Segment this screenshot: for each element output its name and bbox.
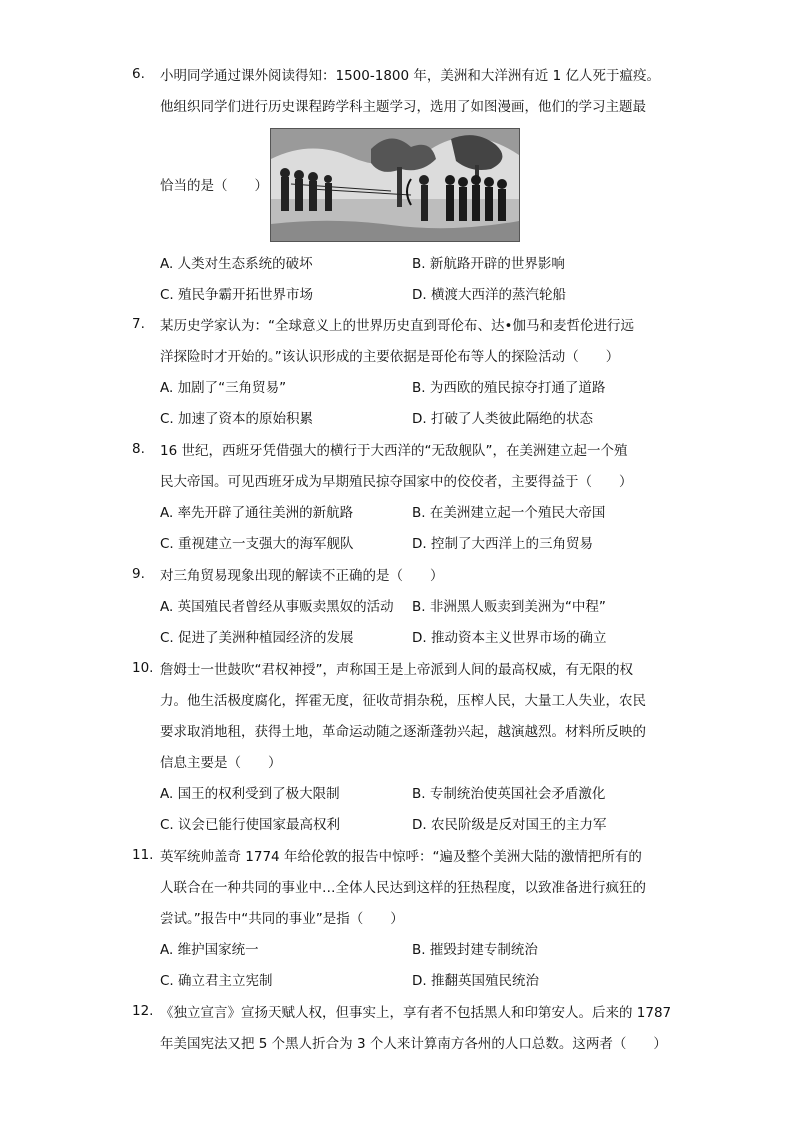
- question-number: 6.: [132, 66, 145, 82]
- question-text-line: 詹姆士一世鼓吹“君权神授”，声称国王是上帝派到人间的最高权威，有无限的权: [160, 662, 633, 678]
- question-text-line: 力。他生活极度腐化，挥霍无度，征收苛捐杂税，压榨人民，大量工人失业，农民: [160, 693, 646, 709]
- option-a: A. 英国殖民者曾经从事贩卖黑奴的活动: [160, 599, 394, 615]
- option-d: D. 推翻英国殖民统治: [412, 973, 539, 989]
- question-text-line: 16 世纪，西班牙凭借强大的横行于大西洋的“无敌舰队”，在美洲建立起一个殖: [160, 443, 628, 459]
- option-a: A. 加剧了“三角贸易”: [160, 380, 287, 396]
- question-text-line: 年美国宪法又把 5 个黑人折合为 3 个人来计算南方各州的人口总数。这两者（ ）: [160, 1036, 667, 1052]
- question-text-line: 《独立宣言》宣扬天赋人权，但事实上，享有者不包括黑人和印第安人。后来的 1787: [160, 1005, 672, 1021]
- question-text-line: 要求取消地租，获得土地，革命运动随之逐渐蓬勃兴起，越演越烈。材料所反映的: [160, 724, 646, 740]
- question-text-line: 他组织同学们进行历史课程跨学科主题学习，选用了如图漫画，他们的学习主题最: [160, 99, 646, 115]
- option-b: B. 非洲黑人贩卖到美洲为“中程”: [412, 599, 606, 615]
- question-text-line: 恰当的是（ ）: [160, 178, 268, 194]
- question-text-line: 某历史学家认为：“全球意义上的世界历史直到哥伦布、达•伽马和麦哲伦进行远: [160, 318, 634, 334]
- option-a: A. 率先开辟了通往美洲的新航路: [160, 505, 354, 521]
- colonial-cartoon-illustration: [270, 128, 520, 242]
- option-b: B. 专制统治使英国社会矛盾激化: [412, 786, 606, 802]
- question-text-line: 民大帝国。可见西班牙成为早期殖民掠夺国家中的佼佼者，主要得益于（ ）: [160, 474, 633, 490]
- option-a: A. 国王的权利受到了极大限制: [160, 786, 340, 802]
- option-b: B. 摧毁封建专制统治: [412, 942, 538, 958]
- option-c: C. 议会已能行使国家最高权利: [160, 817, 341, 833]
- question-number: 11.: [132, 847, 154, 863]
- option-b: B. 新航路开辟的世界影响: [412, 256, 565, 272]
- cartoon-drawing: [271, 129, 519, 241]
- option-a: A. 维护国家统一: [160, 942, 259, 958]
- question-number: 12.: [132, 1003, 154, 1019]
- option-c: C. 殖民争霸开拓世界市场: [160, 287, 314, 303]
- option-c: C. 重视建立一支强大的海军舰队: [160, 536, 354, 552]
- option-d: D. 横渡大西洋的蒸汽轮船: [412, 287, 566, 303]
- question-number: 9.: [132, 566, 145, 582]
- question-text-line: 人联合在一种共同的事业中…全体人民达到这样的狂热程度，以致准备进行疯狂的: [160, 880, 646, 896]
- question-text-line: 对三角贸易现象出现的解读不正确的是（ ）: [160, 568, 444, 584]
- question-text-line: 洋探险时才开始的。”该认识形成的主要依据是哥伦布等人的探险活动（ ）: [160, 349, 620, 365]
- option-c: C. 促进了美洲种植园经济的发展: [160, 630, 354, 646]
- option-c: C. 确立君主立宪制: [160, 973, 273, 989]
- question-text-line: 尝试。”报告中“共同的事业”是指（ ）: [160, 911, 404, 927]
- option-d: D. 推动资本主义世界市场的确立: [412, 630, 607, 646]
- question-text-line: 信息主要是（ ）: [160, 755, 282, 771]
- option-d: D. 农民阶级是反对国王的主力军: [412, 817, 607, 833]
- question-number: 8.: [132, 441, 145, 457]
- option-d: D. 控制了大西洋上的三角贸易: [412, 536, 593, 552]
- question-text-line: 英军统帅盖奇 1774 年给伦敦的报告中惊呼：“遍及整个美洲大陆的激情把所有的: [160, 849, 642, 865]
- option-a: A. 人类对生态系统的破坏: [160, 256, 313, 272]
- question-number: 7.: [132, 316, 145, 332]
- option-c: C. 加速了资本的原始积累: [160, 411, 314, 427]
- question-text-line: 小明同学通过课外阅读得知：1500-1800 年，美洲和大洋洲有近 1 亿人死于瘟疫。: [160, 68, 661, 84]
- question-number: 10.: [132, 660, 154, 676]
- option-b: B. 为西欧的殖民掠夺打通了道路: [412, 380, 606, 396]
- option-b: B. 在美洲建立起一个殖民大帝国: [412, 505, 606, 521]
- option-d: D. 打破了人类彼此隔绝的状态: [412, 411, 593, 427]
